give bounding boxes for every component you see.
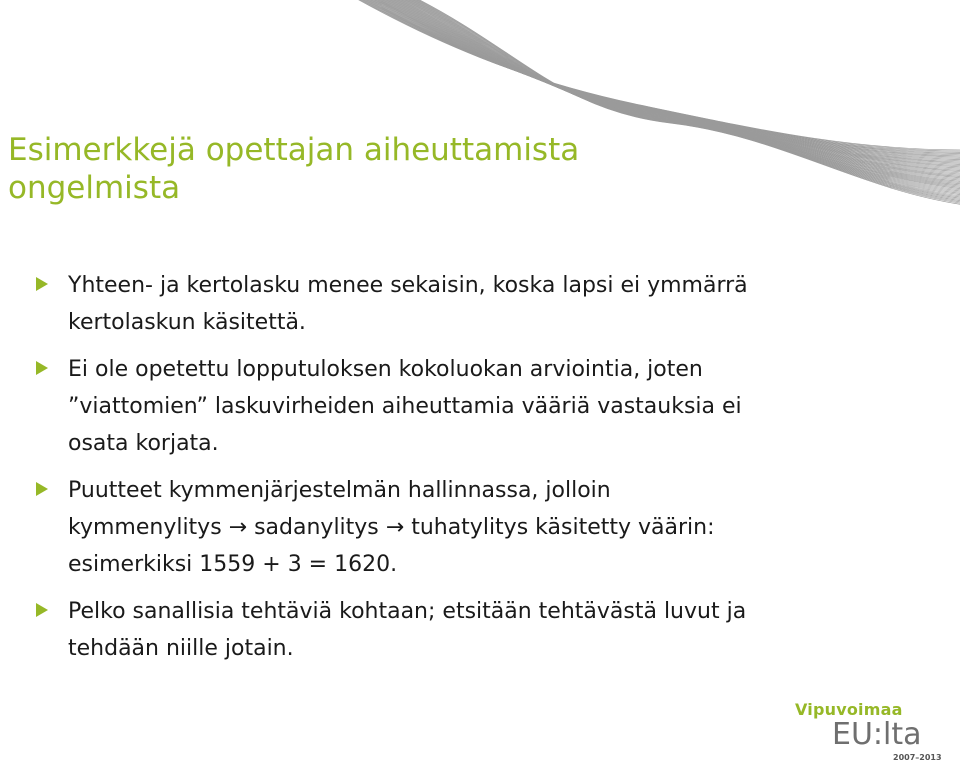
bullet-list [36, 267, 936, 677]
slide-title-line-2: ongelmista [8, 170, 181, 206]
bullet-text-line: esimerkiksi 1559 + 3 = 1620. [68, 552, 398, 577]
bullet-item [36, 267, 936, 341]
bullet-text-line: Yhteen- ja kertolasku menee sekaisin, koska lapsi ei ymmärrä [68, 273, 748, 298]
bullet-text-line: kertolaskun käsitettä. [68, 310, 306, 335]
bullet-triangle-icon [36, 277, 48, 291]
bullet-item [36, 351, 936, 462]
logo-main-text: EU:lta [832, 717, 922, 752]
decorative-ribbon-graphic [0, 0, 960, 260]
bullet-text-line: kymmenylitys → sadanylitys → tuhatylitys käsitetty väärin: [68, 515, 715, 540]
bullet-text-line: Puutteet kymmenjärjestelmän hallinnassa, jolloin [68, 478, 611, 503]
bullet-text-line: ”viattomien” laskuvirheiden aiheuttamia vääriä vastauksia ei [68, 394, 742, 419]
bullet-text-line: tehdään niille jotain. [68, 636, 294, 661]
bullet-text-line: osata korjata. [68, 431, 219, 456]
bullet-triangle-icon [36, 361, 48, 375]
bullet-item [36, 472, 936, 583]
vipuvoimaa-eu-logo [795, 700, 945, 764]
bullet-text-line: Ei ole opetettu lopputuloksen kokoluokan arviointia, joten [68, 357, 703, 382]
bullet-text-line: Pelko sanallisia tehtäviä kohtaan; etsitään tehtävästä luvut ja [68, 599, 747, 624]
bullet-triangle-icon [36, 482, 48, 496]
logo-top-text: Vipuvoimaa [795, 700, 903, 719]
slide-title [8, 131, 908, 207]
logo-years-text: 2007–2013 [893, 753, 942, 762]
bullet-triangle-icon [36, 603, 48, 617]
bullet-item [36, 593, 936, 667]
slide-title-line-1: Esimerkkejä opettajan aiheuttamista [8, 132, 580, 168]
